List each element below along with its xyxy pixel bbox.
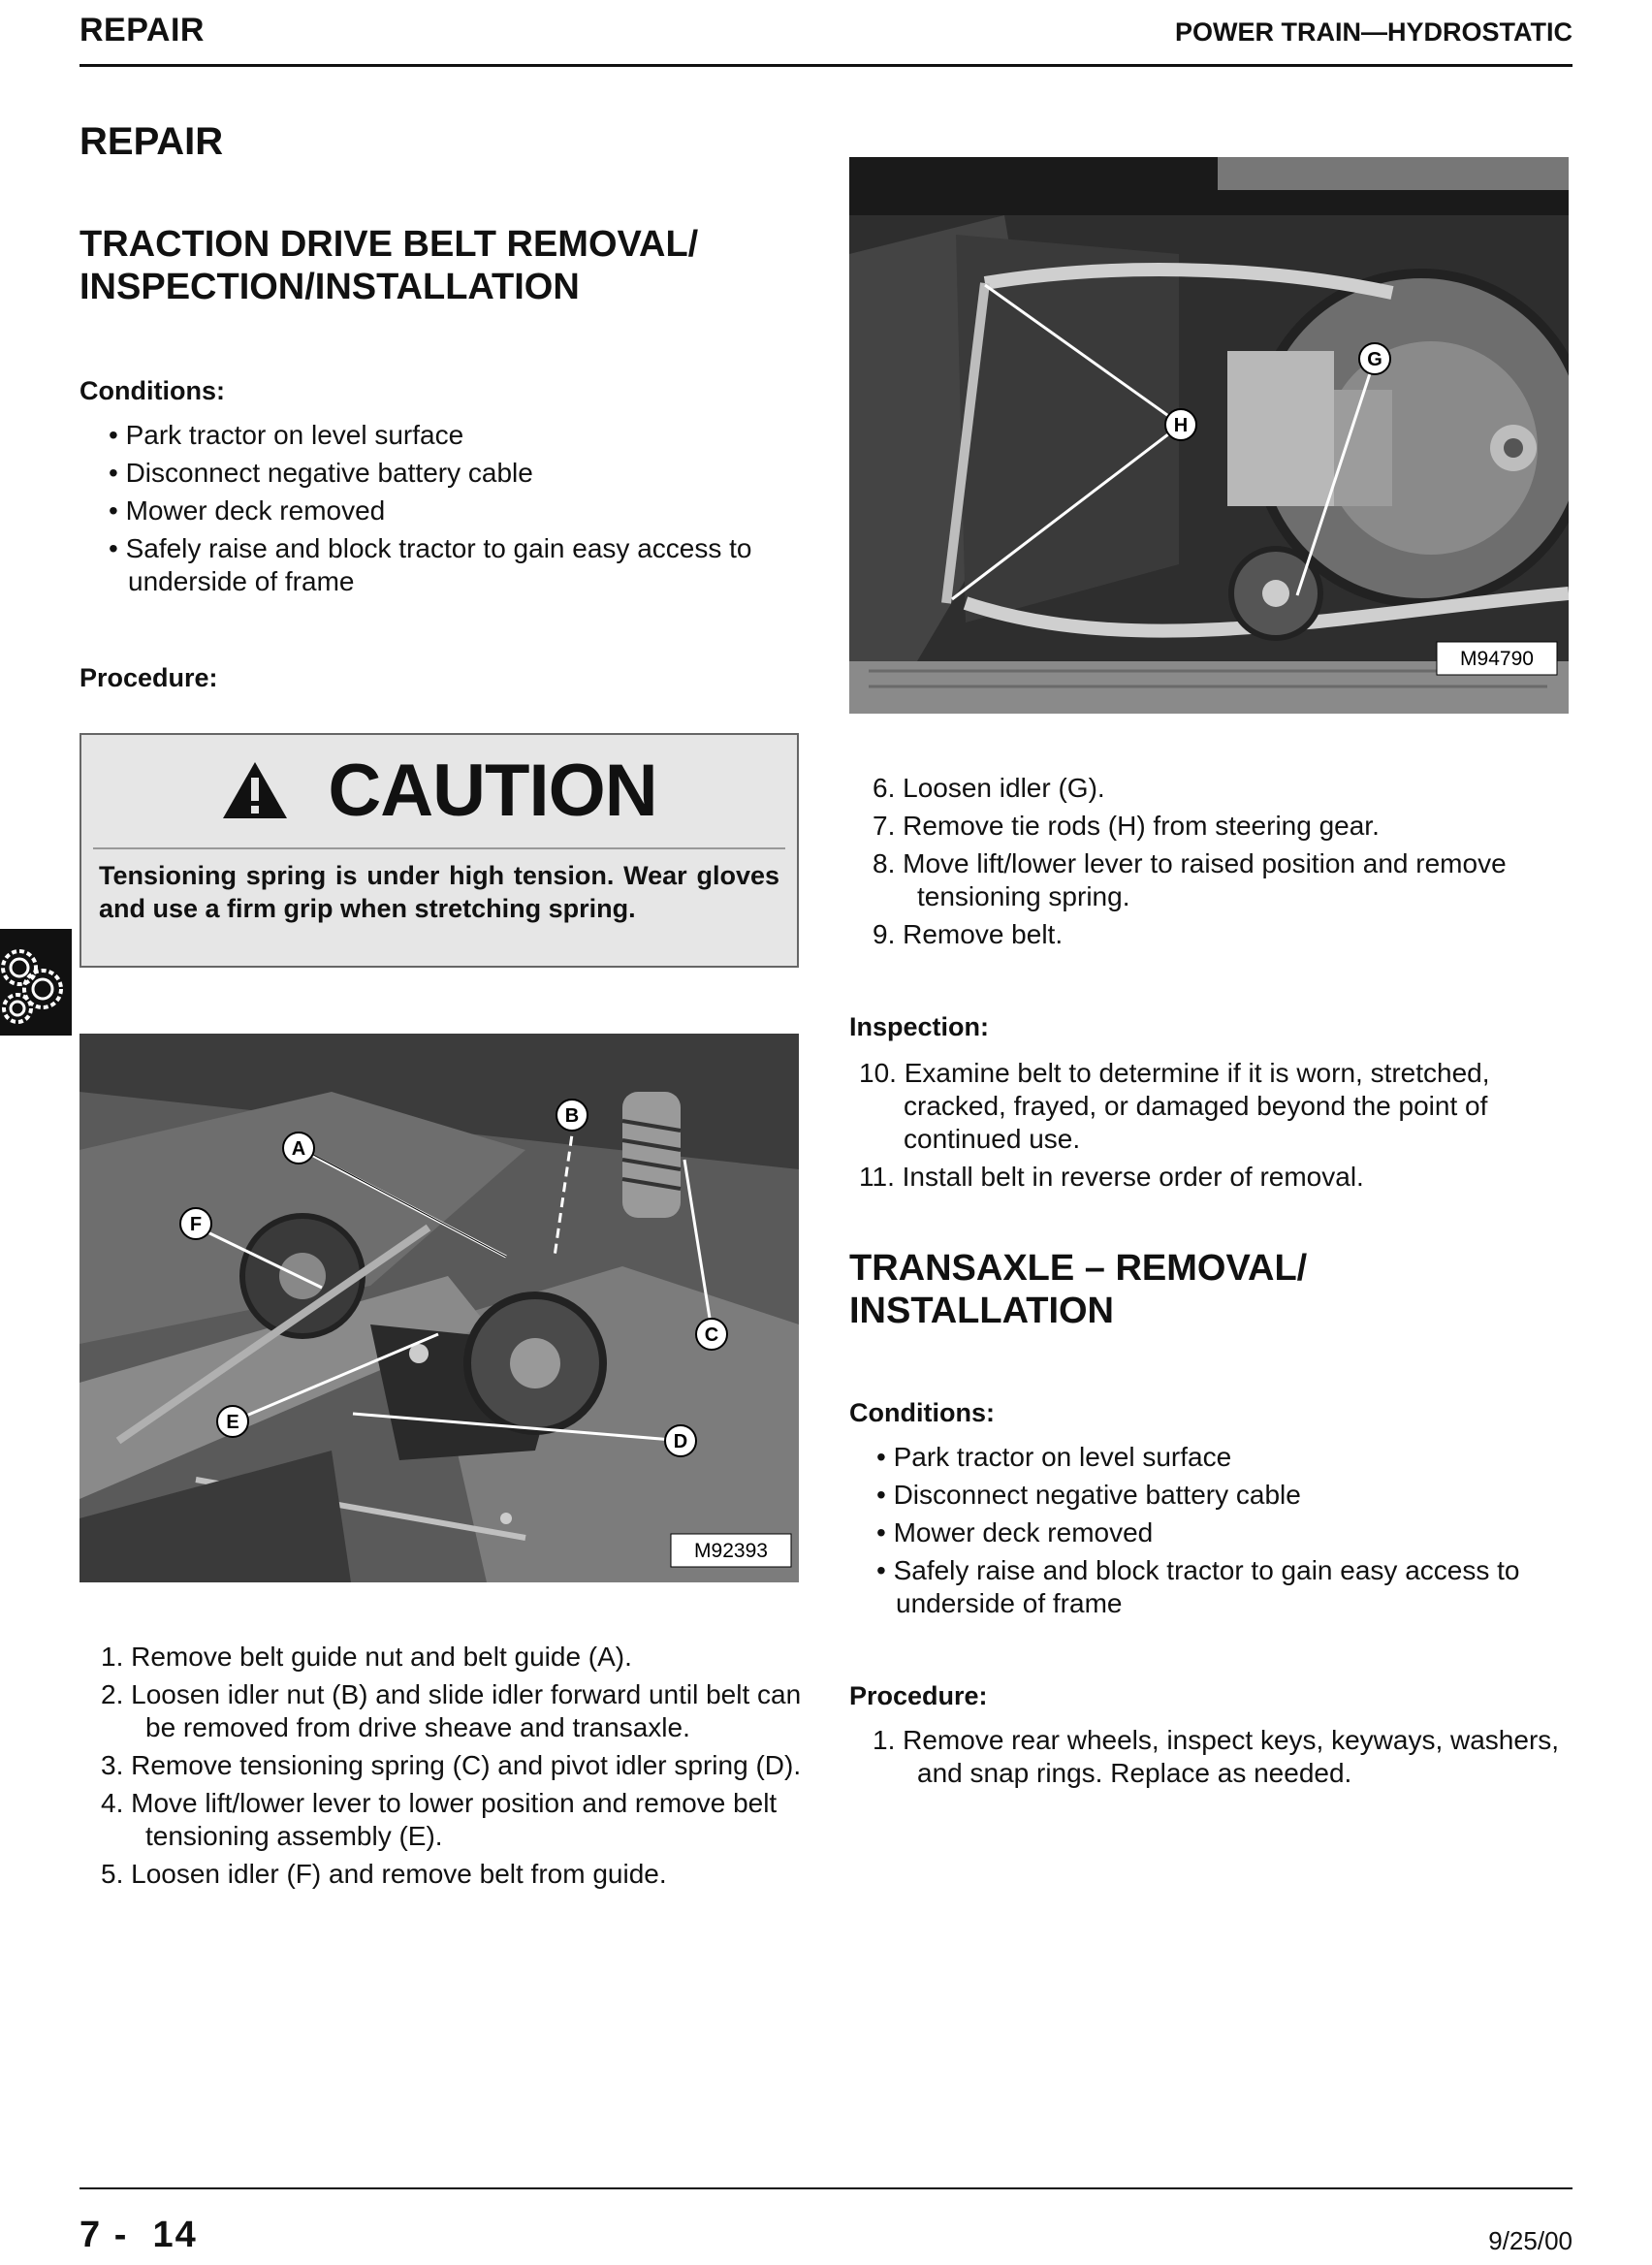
warning-triangle-icon [221, 753, 289, 838]
callout-g: G [1367, 349, 1382, 370]
list-item: 3. Remove tensioning spring (C) and pivot idler spring (D). [101, 1750, 802, 1780]
procedure-label: Procedure: [79, 663, 218, 692]
figure-id: M94790 [1460, 648, 1534, 670]
transaxle-title: TRANSAXLE – REMOVAL/ INSTALLATION [849, 1248, 1308, 1331]
header-section: REPAIR [79, 12, 205, 48]
header-chapter: POWER TRAIN—HYDROSTATIC [1175, 17, 1573, 47]
callout-b: B [564, 1105, 580, 1127]
list-item: 9. Remove belt. [873, 919, 1064, 949]
transaxle-conditions-list [876, 1441, 1574, 1625]
inspection-label: Inspection: [849, 1012, 990, 1041]
belt-guide-photo [79, 1034, 799, 1582]
procedure-label: Procedure: [849, 1681, 988, 1710]
revision-date: 9/25/00 [1488, 2226, 1573, 2255]
list-item: 10. Examine belt to determine if it is worn, stretched, cracked, frayed, or damaged beyond the point of continued use. [859, 1058, 1490, 1154]
conditions-list [109, 419, 807, 603]
caution-box [79, 733, 799, 968]
removal-steps-list [101, 1641, 809, 1896]
callout-c: C [704, 1324, 719, 1346]
list-item: 7. Remove tie rods (H) from steering gear. [873, 811, 1380, 841]
caution-text: Tensioning spring is under high tension. Wear gloves and use a firm grip when stretching spring. [99, 861, 779, 923]
list-item: • Park tractor on level surface [876, 1442, 1232, 1472]
list-item: 1. Remove belt guide nut and belt guide (A). [101, 1642, 632, 1672]
conditions-label: Conditions: [79, 376, 225, 405]
caution-heading [81, 749, 797, 838]
list-item: 1. Remove rear wheels, inspect keys, keyways, washers, and snap rings. Replace as needed. [873, 1725, 1560, 1788]
inspection-steps-list [859, 1057, 1573, 1198]
footer-rule [79, 2187, 1573, 2189]
list-item: 8. Move lift/lower lever to raised position and remove tensioning spring. [873, 848, 1507, 911]
caution-title: CAUTION [328, 750, 657, 832]
section-title: REPAIR [79, 120, 224, 163]
header-rule [79, 64, 1573, 67]
list-item: • Safely raise and block tractor to gain easy access to underside of frame [876, 1555, 1520, 1618]
list-item: • Safely raise and block tractor to gain easy access to underside of frame [109, 533, 752, 596]
list-item: • Mower deck removed [876, 1517, 1154, 1547]
removal-steps-continued-list [873, 772, 1571, 956]
list-item: 4. Move lift/lower lever to lower position and remove belt tensioning assembly (E). [101, 1788, 778, 1851]
list-item: • Disconnect negative battery cable [876, 1480, 1301, 1510]
subsection-title: TRACTION DRIVE BELT REMOVAL/ INSPECTION/INSTALLATION [79, 224, 699, 307]
list-item: 2. Loosen idler nut (B) and slide idler forward until belt can be removed from drive sheave and transaxle. [101, 1679, 802, 1742]
list-item: • Disconnect negative battery cable [109, 458, 533, 488]
figure-id: M92393 [694, 1540, 768, 1562]
transaxle-procedure-list [873, 1724, 1571, 1795]
conditions-label: Conditions: [849, 1398, 995, 1427]
list-item: • Mower deck removed [109, 495, 386, 526]
callout-d: D [673, 1431, 688, 1452]
list-item: • Park tractor on level surface [109, 420, 464, 450]
callout-h: H [1173, 415, 1189, 436]
callout-a: A [291, 1138, 306, 1160]
idler-photo [849, 157, 1569, 714]
section-tab-gears-icon [0, 929, 72, 1036]
page-number: 7 - 14 [79, 2215, 198, 2255]
callout-f: F [189, 1214, 203, 1235]
list-item: 11. Install belt in reverse order of removal. [859, 1162, 1364, 1192]
callout-e: E [226, 1412, 239, 1433]
caution-divider [93, 847, 785, 849]
list-item: 6. Loosen idler (G). [873, 773, 1105, 803]
list-item: 5. Loosen idler (F) and remove belt from guide. [101, 1859, 667, 1889]
